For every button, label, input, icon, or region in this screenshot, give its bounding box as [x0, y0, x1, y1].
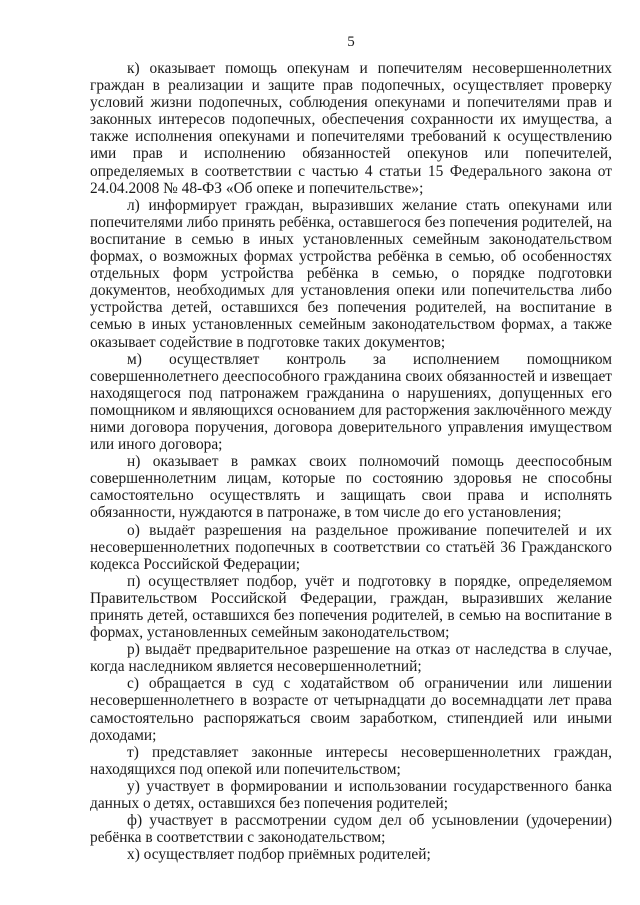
paragraph-s: с) обращается в суд с ходатайством об ограничении или лишении несовершеннолетнего в возрасте от четырнадцати до восемнадцати лет права самостоятельно распоряжаться своим заработком, стипендией или иными доходами;	[90, 675, 612, 744]
paragraph-u: у) участвует в формировании и использовании государственного банка данных о детях, оставшихся без попечения родителей;	[90, 777, 612, 813]
paragraph-l: л) информирует граждан, выразивших желание стать опекунами или попечителями либо принять ребёнка, оставшегося без попечения родителей, на воспитание в семью в иных установленных семейным законодательством формах, о возможных формах устройства ребёнка в семью, об особенностях отдельных форм устройства ребёнка в семью, о порядке подготовки документов, необходимых для установления опеки или попечительства либо устройства детей, оставшихся без попечения родителей, на воспитание в семью в иных установленных семейным законодательством формах, а также оказывает содействие в подготовке таких документов;	[90, 196, 612, 351]
document-page	[90, 34, 612, 863]
paragraph-kh: х) осуществляет подбор приёмных родителей;	[127, 846, 431, 864]
paragraph-p: п) осуществляет подбор, учёт и подготовку в порядке, определяемом Правительством Российской Федерации, граждан, выразивших желание принять детей, оставшихся без попечения родителей, в семью на воспитание в формах, установленных семейным законодательством;	[90, 572, 612, 642]
paragraph-f: ф) участвует в рассмотрении судом дел об усыновлении (удочерении) ребёнка в соответствии с законодательством;	[90, 812, 612, 847]
paragraph-t: т) представляет законные интересы несовершеннолетних граждан, находящихся под опекой или попечительством;	[90, 743, 612, 778]
paragraph-o: о) выдаёт разрешения на раздельное проживание попечителей и их несовершеннолетних подопечных в соответствии со статьёй 36 Гражданского кодекса Российской Федерации;	[90, 521, 612, 573]
page-number: 5	[347, 34, 355, 50]
paragraph-m: м) осуществляет контроль за исполнением помощником совершеннолетнего дееспособного гражданина своих обязанностей и извещает находящегося под патронажем гражданина о нарушениях, допущенных его помощником и являющихся основанием для расторжения заключённого между ними договора поручения, договора доверительного управления имуществом или иного договора;	[90, 350, 612, 454]
paragraph-k: к) оказывает помощь опекунам и попечителям несовершеннолетних граждан в реализации и защите прав подопечных, осуществляет проверку условий жизни подопечных, соблюдения опекунами и попечителями прав и законных интересов подопечных, обеспечения сохранности их имущества, а также исполнения опекунами и попечителями требований к осуществлению ими прав и исполнению обязанностей опекунов или попечителей, определяемых в соответствии с частью 4 статьи 15 Федерального закона от 24.04.2008 № 48-ФЗ «Об опеке и попечительстве»;	[90, 60, 612, 197]
paragraph-r: р) выдаёт предварительное разрешение на отказ от наследства в случае, когда наследником является несовершеннолетний;	[90, 641, 612, 676]
paragraph-n: н) оказывает в рамках своих полномочий помощь дееспособным совершеннолетним лицам, которые по состоянию здоровья не способны самостоятельно осуществлять и защищать свои права и исполнять обязанности, нуждаются в патронаже, в том числе до его установления;	[90, 453, 612, 522]
